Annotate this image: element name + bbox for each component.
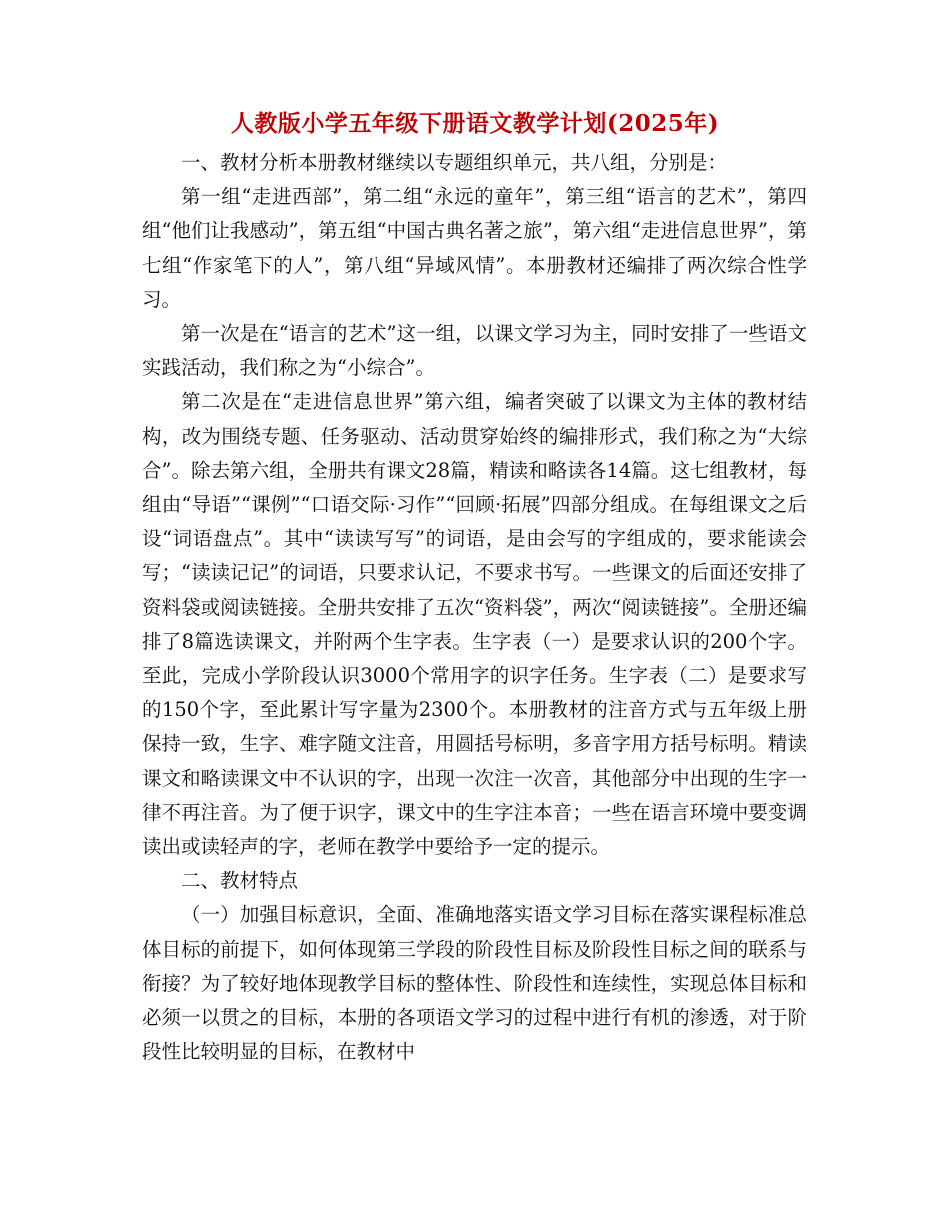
paragraph-first-comprehensive: 第一次是在“语言的艺术”这一组，以课文学习为主，同时安排了一些语文实践活动，我们称之为“小综合”。 [142, 322, 807, 380]
document-body [142, 146, 807, 1069]
paragraph-second-comprehensive: 第二次是在“走进信息世界”第六组，编者突破了以课文为主体的教材结构，改为围绕专题、任务驱动、活动贯穿始终的编排形式，我们称之为“大综合”。除去第六组，全册共有课文28篇，精读和略读各14篇。这七组教材，每组由“导语”“课例”“口语交际·习作”“回顾·拓展”四部分组成。在每组课文之后设“词语盘点”。其中“读读写写”的词语，是由会写的字组成的，要求能读会写；“读读记记”的词语，只要求认记，不要求书写。一些课文的后面还安排了资料袋或阅读链接。全册共安排了五次“资料袋”，两次“阅读链接”。全册还编排了8篇选读课文，并附两个生字表。生字表（一）是要求认识的200个字。至此，完成小学阶段认识3000个常用字的识字任务。生字表（二）是要求写的150个字，至此累计写字量为2300个。本册教材的注音方式与五年级上册保持一致，生字、难字随文注音，用圆括号标明，多音字用方括号标明。精读课文和略读课文中不认识的字，出现一次注一次音，其他部分中出现的生字一律不再注音。为了便于识字，课文中的生字注本音；一些在语言环境中要变调读出或读轻声的字，老师在教学中要给予一定的提示。 [142, 390, 807, 859]
section-heading-textbook-features: 二、教材特点 [181, 869, 299, 893]
paragraph-unit-list: 第一组“走进西部”，第二组“永远的童年”，第三组“语言的艺术”，第四组“他们让我感动”，第五组“中国古典名著之旅”，第六组“走进信息世界”，第七组“作家笔下的人”，第八组“异域风情”。本册教材还编排了两次综合性学习。 [142, 185, 807, 311]
document-title: 人教版小学五年级下册语文教学计划(2025年) [230, 110, 720, 137]
paragraph-goal-awareness: （一）加强目标意识，全面、准确地落实语文学习目标在落实课程标准总体目标的前提下，如何体现第三学段的阶段性目标及阶段性目标之间的联系与衔接？为了较好地体现教学目标的整体性、阶段性和连续性，实现总体目标和必须一以贯之的目标，本册的各项语文学习的过程中进行有机的渗透，对于阶段性比较明显的目标，在教材中 [142, 903, 807, 1064]
paragraph-textbook-analysis: 一、教材分析本册教材继续以专题组织单元，共八组，分别是： [181, 151, 728, 174]
